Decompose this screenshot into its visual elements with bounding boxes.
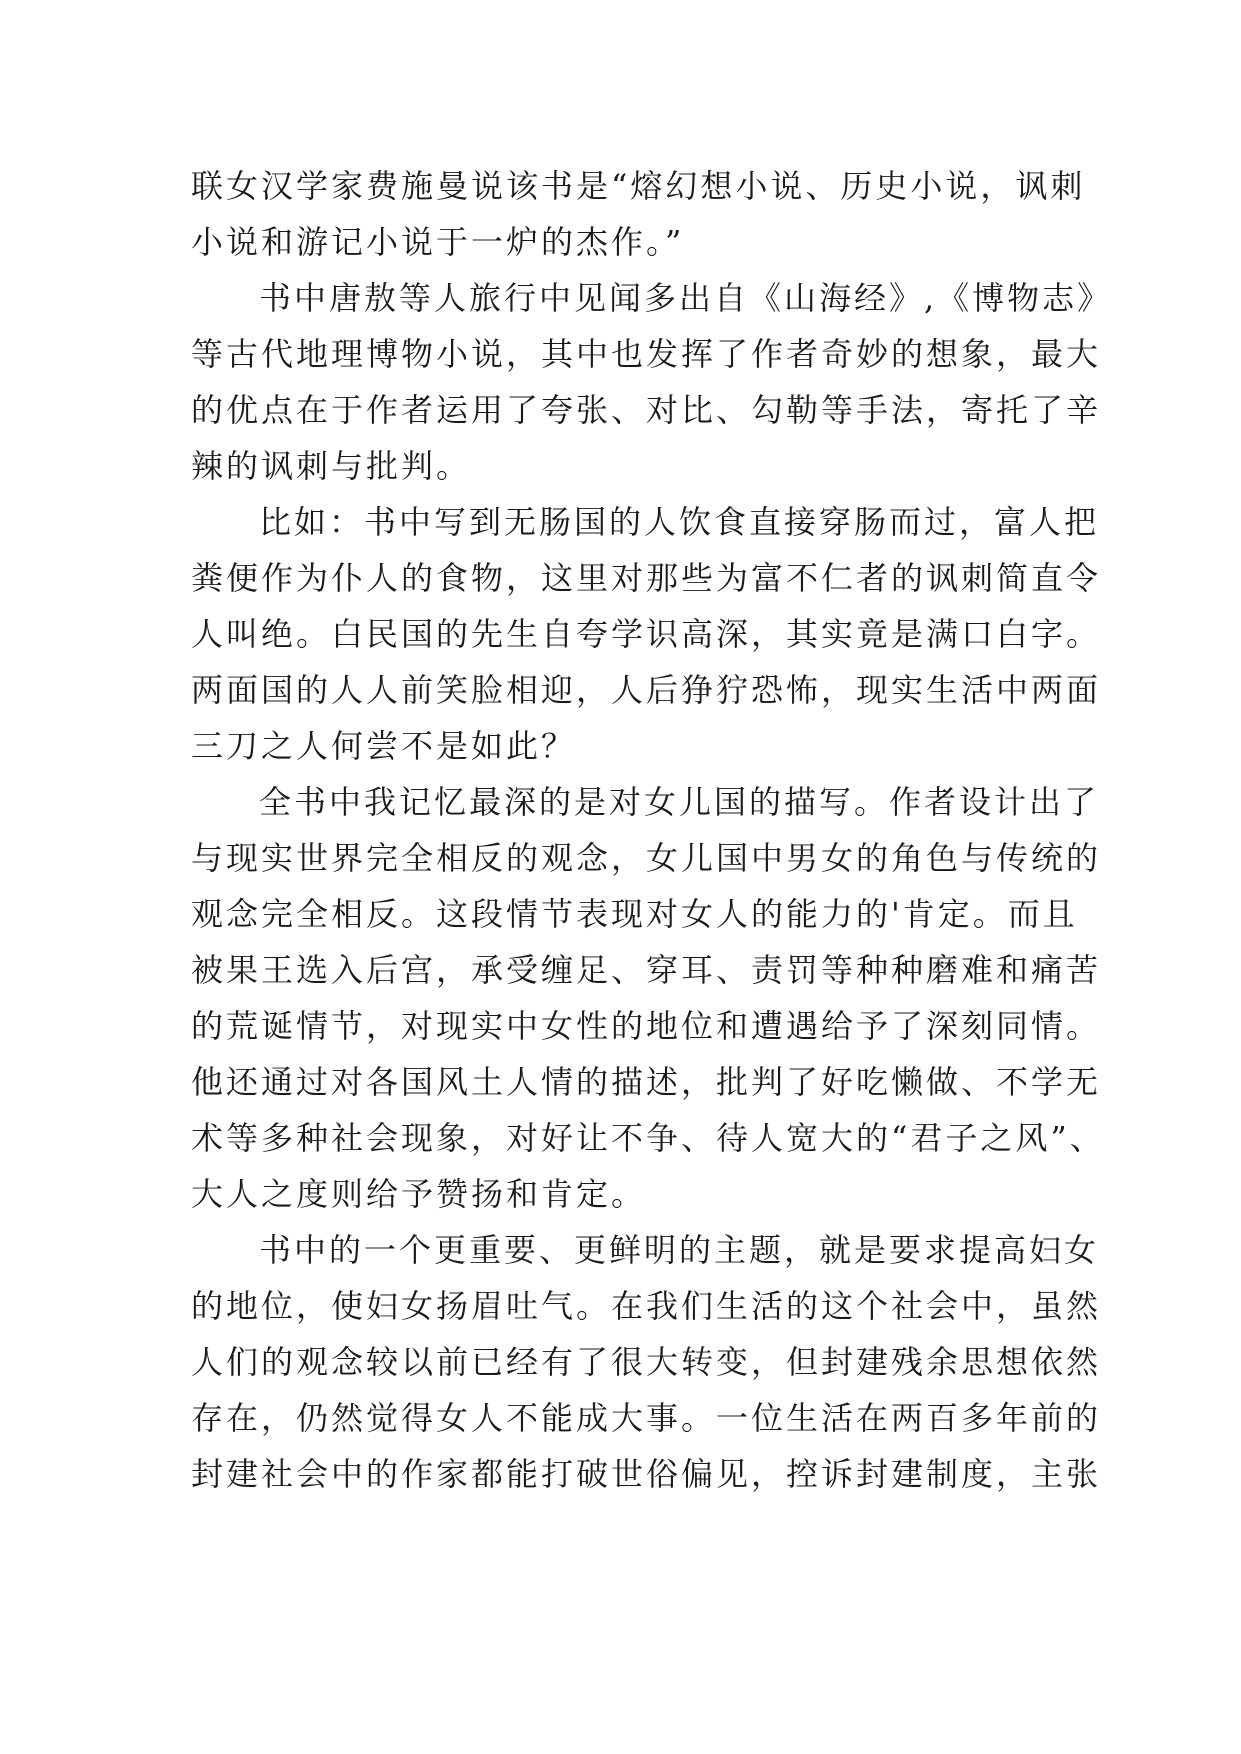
text-line: 存在，仍然觉得女人不能成大事。一位生活在两百多年前的 [191,1399,1102,1437]
text-line: 的优点在于作者运用了夸张、对比、勾勒等手法，寄托了辛 [191,391,1102,429]
body-text [191,158,1113,1502]
paragraph [191,1222,1102,1502]
text-line: 三刀之人何尝不是如此？ [191,727,577,765]
paragraph [191,774,1105,1222]
text-line: 术等多种社会现象，对好让不争、待人宽大的“君子之风”、 [191,1119,1105,1157]
text-line: 被果王选入后宫，承受缠足、穿耳、责罚等种种磨难和痛苦 [191,951,1102,989]
text-line: 与现实世界完全相反的观念，女儿国中男女的角色与传统的 [191,839,1102,877]
text-line: 他还通过对各国风土人情的描述，批判了好吃懒做、不学无 [191,1063,1102,1101]
text-line: 的荒诞情节，对现实中女性的地位和遭遇给予了深刻同情。 [191,1007,1102,1045]
text-line: 全书中我记忆最深的是对女儿国的描写。作者设计出了 [259,783,1100,821]
text-line: 封建社会中的作家都能打破世俗偏见，控诉封建制度，主张 [191,1455,1102,1493]
text-line: 书中唐敖等人旅行中见闻多出自《山海经》,《博物志》 [259,279,1113,317]
text-line: 比如：书中写到无肠国的人饮食直接穿肠而过，富人把 [259,503,1100,541]
text-line: 人们的观念较以前已经有了很大转变，但封建残余思想依然 [191,1343,1102,1381]
text-line: 小说和游记小说于一炉的杰作。” [191,223,685,261]
text-line: 等古代地理博物小说，其中也发挥了作者奇妙的想象，最大 [191,335,1102,373]
paragraph [191,494,1102,774]
paragraph [191,158,1086,270]
text-line: 联女汉学家费施曼说该书是“熔幻想小说、历史小说，讽刺 [191,167,1086,205]
text-line: 观念完全相反。这段情节表现对女人的能力的'肯定。而且 [191,895,1078,933]
text-line: 两面国的人人前笑脸相迎，人后狰狞恐怖，现实生活中两面 [191,671,1102,709]
paragraph [191,270,1113,494]
text-line: 书中的一个更重要、更鲜明的主题，就是要求提高妇女 [259,1231,1100,1269]
text-line: 大人之度则给予赞扬和肯定。 [191,1175,647,1213]
text-line: 的地位，使妇女扬眉吐气。在我们生活的这个社会中，虽然 [191,1287,1102,1325]
text-line: 辣的讽刺与批判。 [191,447,472,485]
text-line: 粪便作为仆人的食物，这里对那些为富不仁者的讽刺简直令 [191,559,1102,597]
text-line: 人叫绝。白民国的先生自夸学识高深，其实竟是满口白字。 [191,615,1102,653]
